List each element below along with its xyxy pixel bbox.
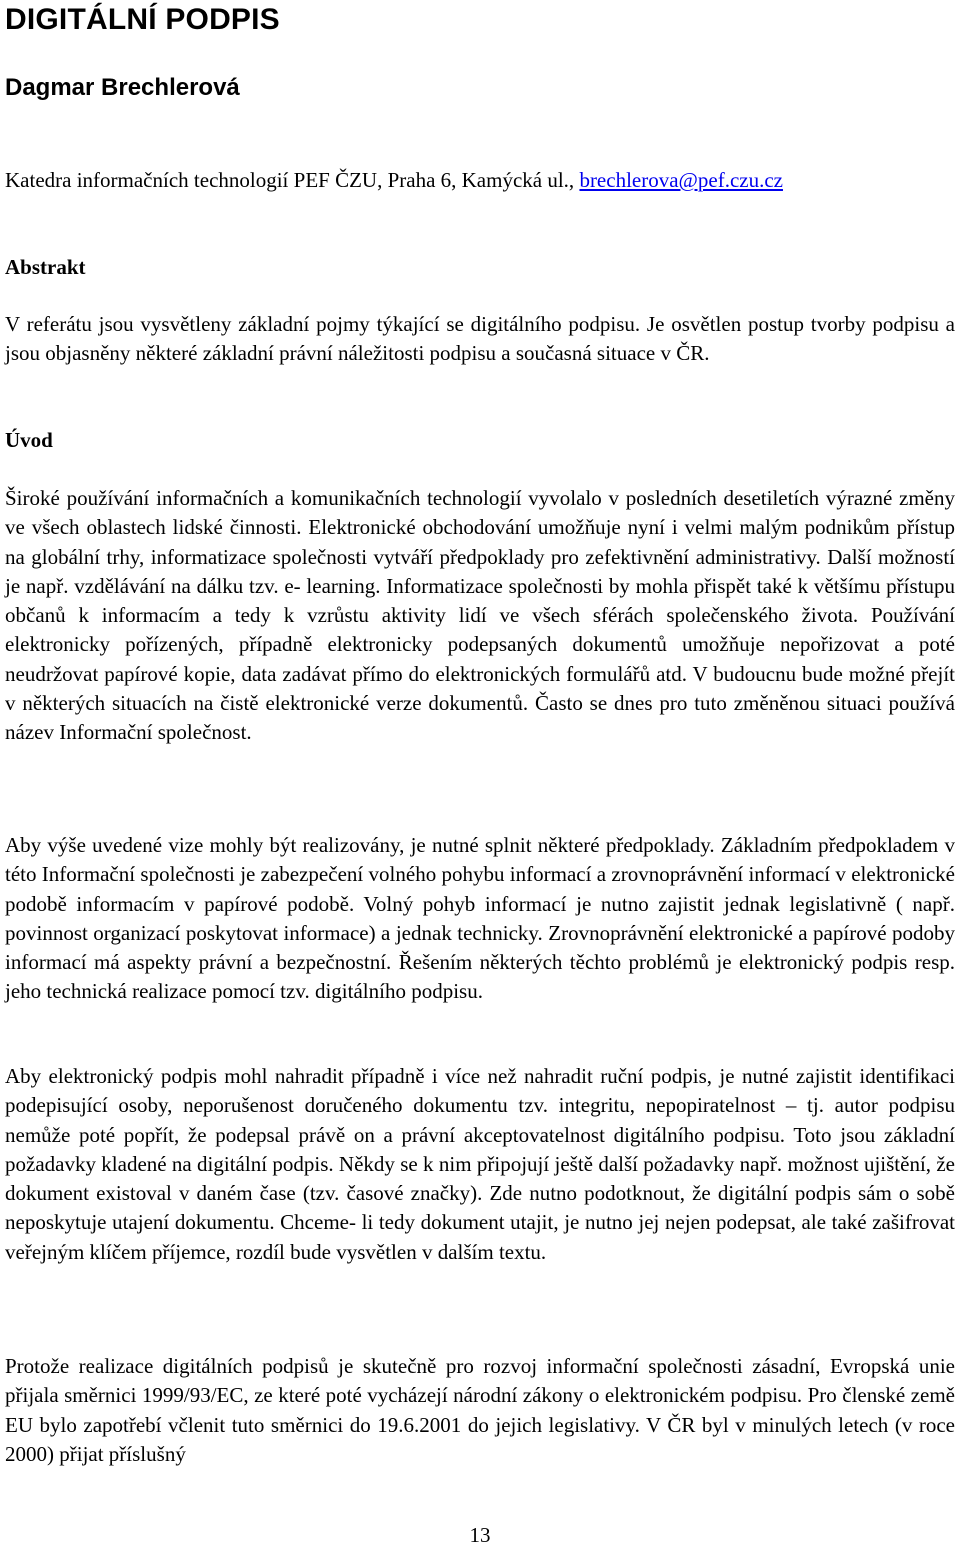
paragraph-4: Protože realizace digitálních podpisů je skutečně pro rozvoj informační společnosti zásadní, Evropská unie přijala směrnici 1999/93/EC, ze které poté vycházejí národní zákony o elektronickém podpisu. Pro členské země EU bylo zapotřebí včlenit tuto směrnici do 19.6.2001 do jejich legislativy. V ČR byl v minulých letech (v roce 2000) přijat příslušný <box>5 1354 955 1466</box>
paragraph-1: Široké používání informačních a komunikačních technologií vyvolalo v posledních desetiletích výrazné změny ve všech oblastech lidské činnosti. Elektronické obchodování umožňuje nyní i velmi malým podnikům přístup na globální trhy, informatizace společnosti vytváří předpoklady pro zefektivnění administrativy. Další možností je např. vzdělávání na dálku tzv. e- learning. Informatizace společnosti by mohla přispět také k většímu přístupu občanů k informacím a tedy k vzrůstu aktivity lidí ve všech sférách společenského života. Používání elektronicky pořízených, případně elektronicky podepsaných dokumentů umožňuje nepořizovat a poté neudržovat papírové kopie, data zadávat přímo do elektronických formulářů atd. V budoucnu bude možné přejít v některých situacích na čistě elektronické verze dokumentů. Často se dnes pro tuto změněnou situaci používá název Informační společnost. <box>5 486 955 745</box>
paragraph-2: Aby výše uvedené vize mohly být realizovány, je nutné splnit některé předpoklady. Základním předpokladem v této Informační společnosti je zabezpečení volného pohybu informací a zrovnoprávnění informací v elektronické podobě informacím v papírové podobě. Volný pohyb informací je nutno zajistit jednak legislativně ( např. povinnost organizací poskytovat informace) a jednak technicky. Zrovnoprávnění elektronické a papírové podoby informací má aspekty právní a bezpečnostní. Řešením některých těchto problémů je elektronický podpis resp. jeho technická realizace pomocí tzv. digitálního podpisu. <box>5 833 955 1004</box>
paragraph-3: Aby elektronický podpis mohl nahradit případně i více než nahradit ruční podpis, je nutné zajistit identifikaci podepisující osoby, neporušenost doručeného dokumentu tzv. integritu, nepopiratelnost – tj. autor podpisu nemůže poté popřít, že podepsal právě on a právní akceptovatelnost digitálního podpisu. Toto jsou základní požadavky kladené na digitální podpis. Někdy se k nim připojují ještě další požadavky např. možnost ujištění, že dokument existoval v daném čase (tzv. časové značky). Zde nutno podotknout, že digitální podpis sám o sobě neposkytuje utajení dokumentu. Chceme- li tedy dokument utajit, je nutno jej nejen podepsat, ale také zašifrovat veřejným klíčem příjemce, rozdíl bude vysvětlen v dalším textu. <box>5 1064 955 1264</box>
abstract-heading: Abstrakt <box>5 255 86 279</box>
abstract-text: V referátu jsou vysvětleny základní pojmy týkající se digitálního podpisu. Je osvětlen postup tvorby podpisu a jsou objasněny některé základní právní náležitosti podpisu a současná situace v ČR. <box>5 312 955 366</box>
document-title: DIGITÁLNÍ PODPIS <box>5 3 280 36</box>
author-email-link[interactable]: brechlerova@pef.czu.cz <box>579 168 783 192</box>
intro-heading: Úvod <box>5 428 53 452</box>
author-affiliation <box>5 165 783 195</box>
affiliation-text: Katedra informačních technologií PEF ČZU, Praha 6, Kamýcká ul., <box>5 168 580 192</box>
page-number: 13 <box>469 1523 491 1547</box>
author-name: Dagmar Brechlerová <box>5 74 240 101</box>
